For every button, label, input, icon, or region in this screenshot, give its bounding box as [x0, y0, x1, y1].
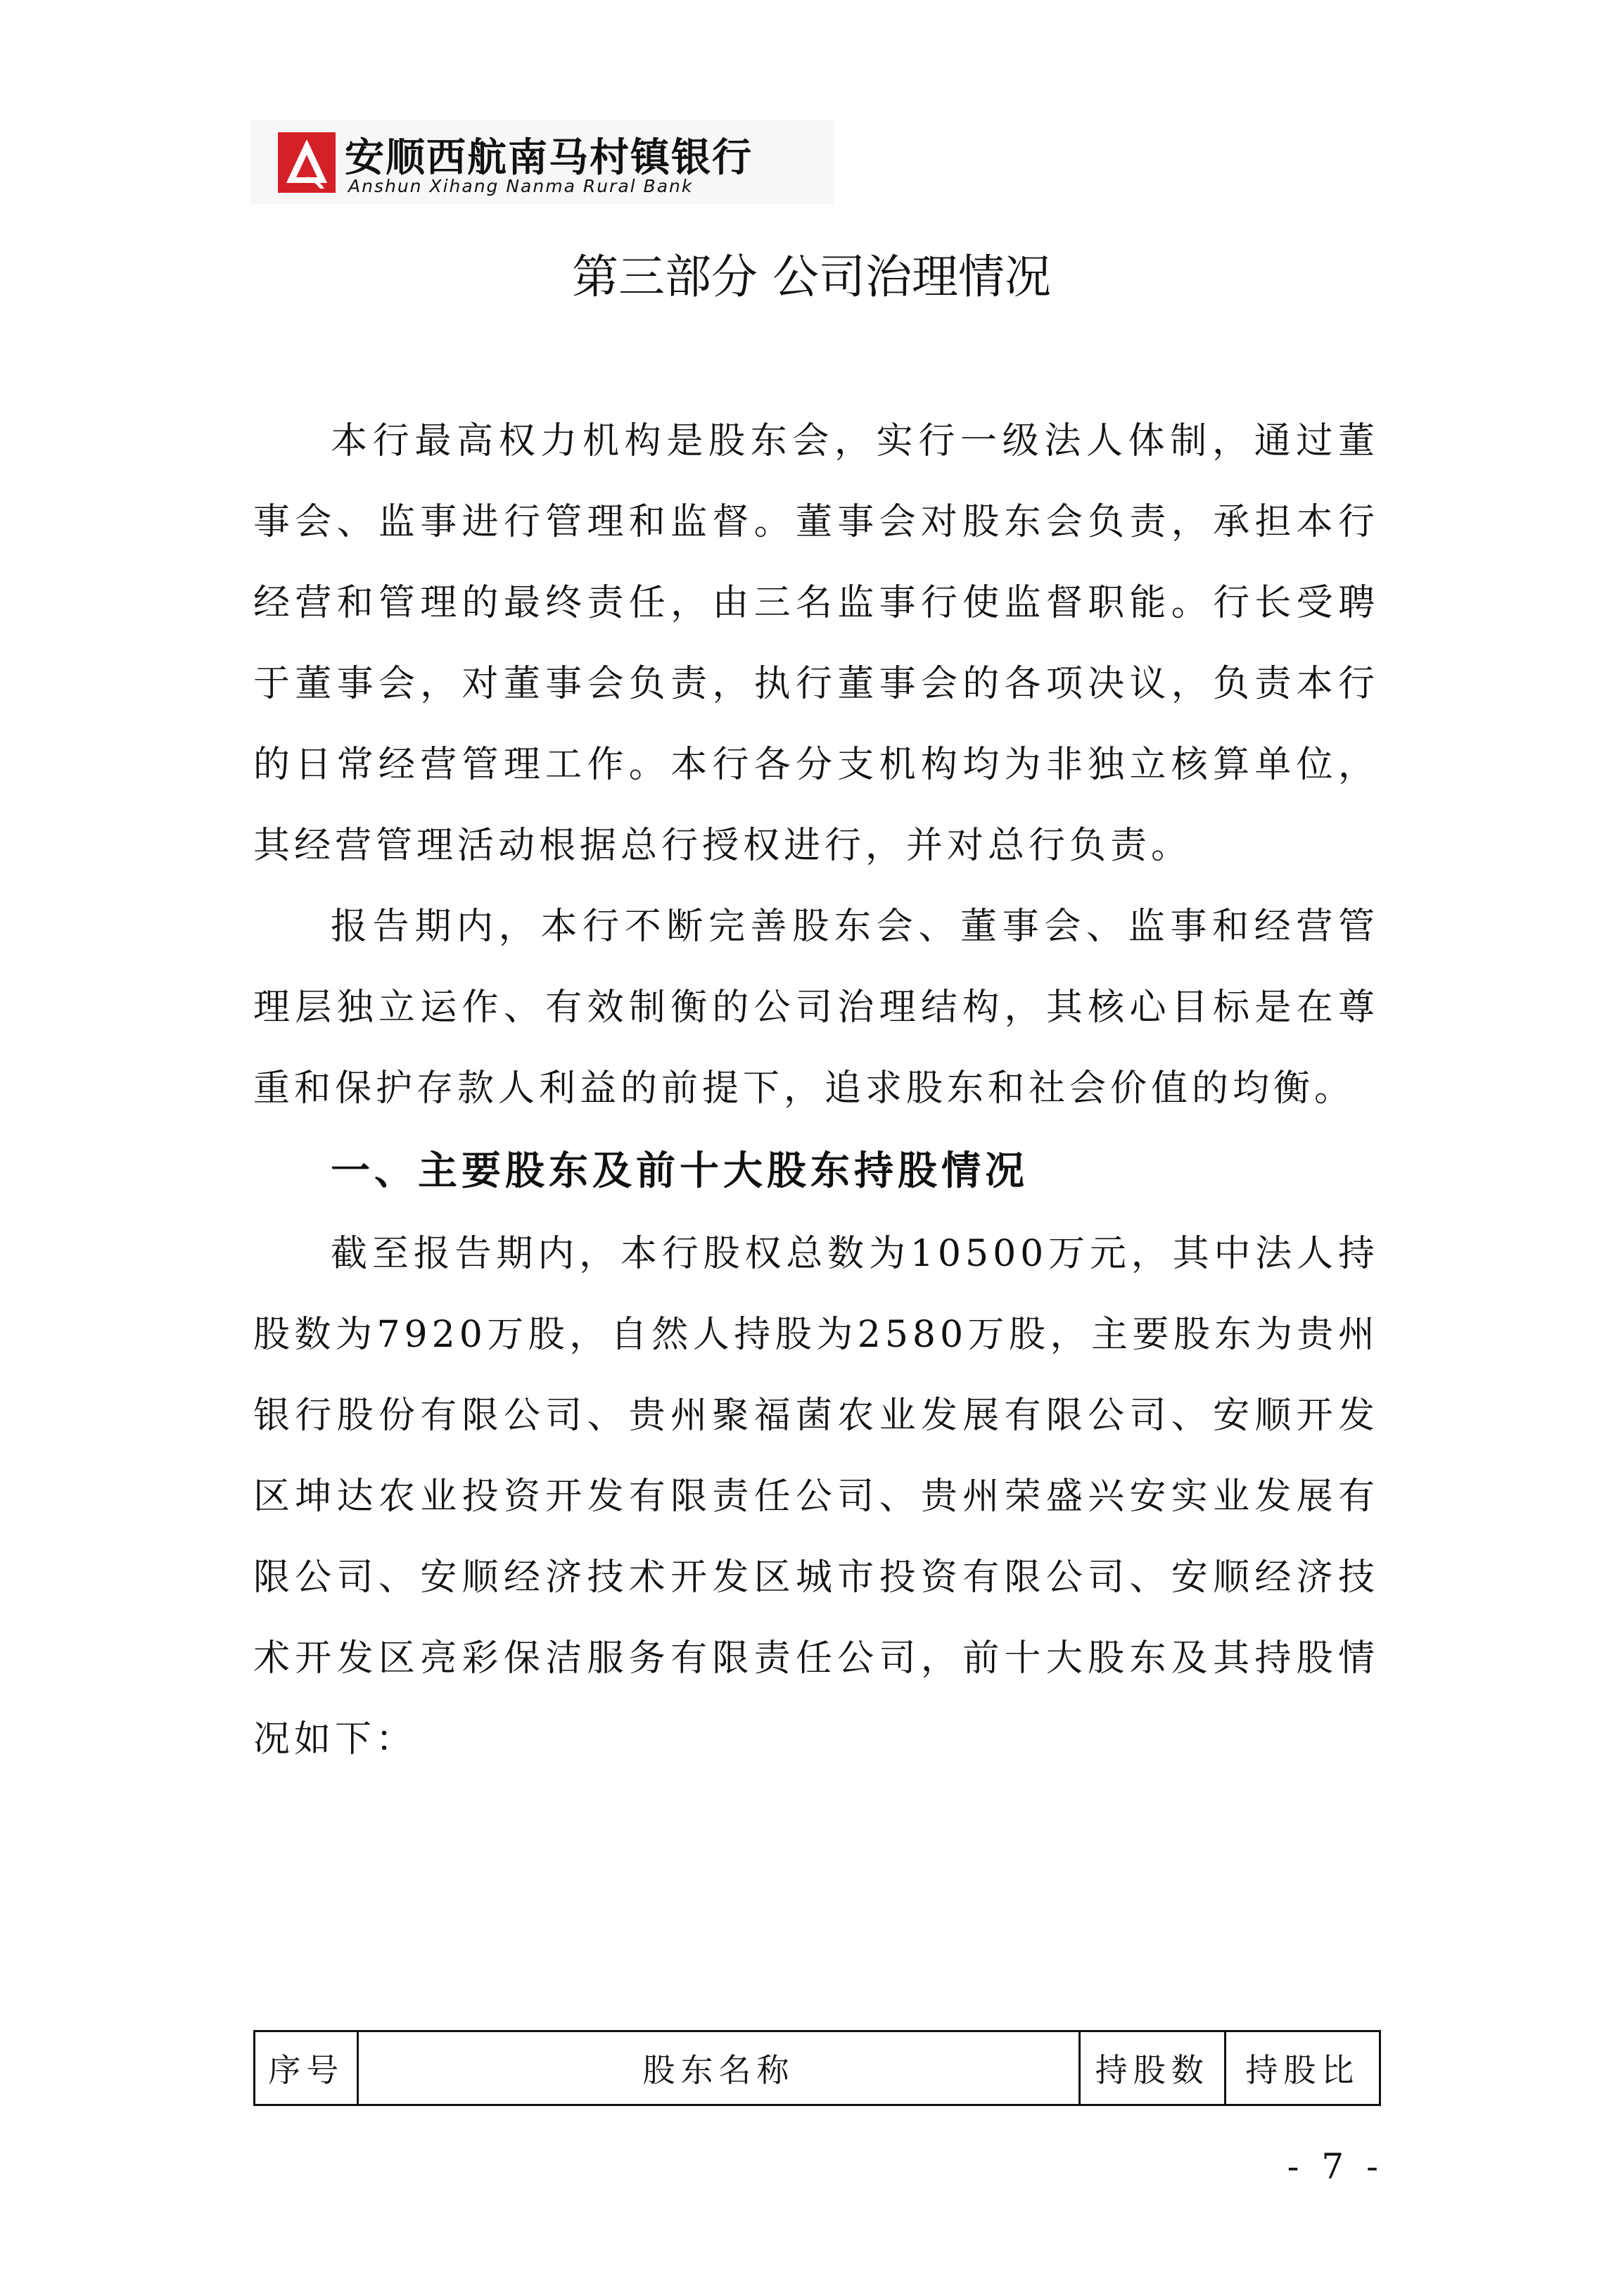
paragraph-shareholders: 截至报告期内，本行股权总数为10500万元，其中法人持股数为7920万股，自然人持股为2580万股，主要股东为贵州银行股份有限公司、贵州聚福菌农业发展有限公司、安顺开发区坤达农业投资开发有限责任公司、贵州荣盛兴安实业发展有限公司、安顺经济技术开发区城市投资有限公司、安顺经济技术开发区亮彩保洁服务有限责任公司，前十大股东及其持股情况如下：: [253, 1233, 1379, 1761]
letterhead: [250, 120, 834, 204]
paragraph-reporting-period: 报告期内，本行不断完善股东会、董事会、监事和经营管理层独立运作、有效制衡的公司治理结构，其核心目标是在尊重和保护存款人利益的前提下，追求股东和社会价值的均衡。: [253, 906, 1379, 1110]
page-number: - 7 -: [1287, 2146, 1384, 2187]
bank-logo-icon: [278, 132, 336, 193]
shareholder-table: [253, 2030, 1381, 2106]
paragraph-governance: 本行最高权力机构是股东会，实行一级法人体制，通过董事会、监事进行管理和监督。董事会对股东会负责，承担本行经营和管理的最终责任，由三名监事行使监督职能。行长受聘于董事会，对董事会负责，执行董事会的各项决议，负责本行的日常经营管理工作。本行各分支机构均为非独立核算单位，其经营管理活动根据总行授权进行，并对总行负责。: [253, 420, 1379, 867]
table-header-cell: 持股数: [1079, 2031, 1225, 2105]
table-header-cell: 持股比: [1225, 2031, 1380, 2105]
bank-name-en: Anshun Xihang Nanma Rural Bank: [348, 176, 694, 196]
page-title: 第三部分 公司治理情况: [572, 250, 1051, 304]
document-body: [253, 401, 1379, 1780]
bank-name-cn: 安顺西航南马村镇银行: [345, 135, 753, 181]
table-header-cell: 序号: [255, 2031, 358, 2105]
table-header-row: [255, 2031, 1380, 2105]
table-header-cell: 股东名称: [358, 2031, 1079, 2105]
section-heading: 一、主要股东及前十大股东持股情况: [331, 1148, 1029, 1194]
